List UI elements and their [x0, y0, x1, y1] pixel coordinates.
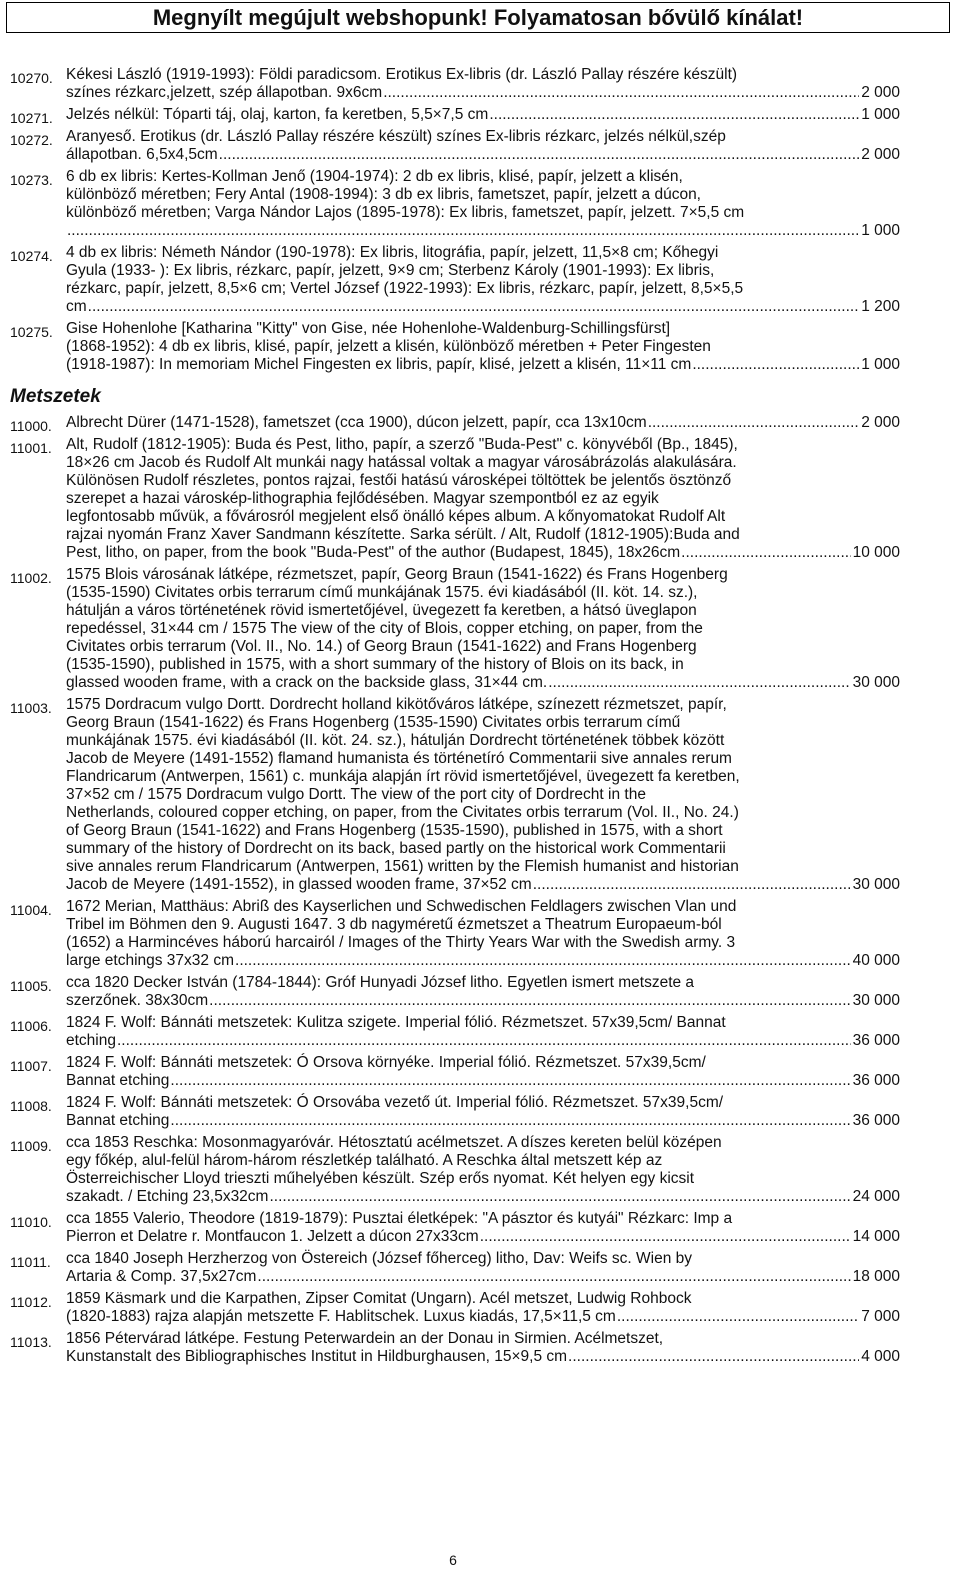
entry-number: 11010. — [10, 1214, 52, 1230]
catalog-entry — [10, 1250, 900, 1286]
entry-price-line — [66, 1188, 900, 1206]
entry-line: 4 db ex libris: Németh Nándor (190-1978): Ex libris, litográfia, papír, jelzett, 11,5×8 cm; Kőhegyi — [66, 244, 719, 261]
entry-line: 1859 Käsmark und die Karpathen, Zipser Comitat (Ungarn). Acél metszet, Ludwig Rohbock — [66, 1290, 692, 1307]
entry-description — [66, 1290, 900, 1326]
catalog-entry — [10, 1134, 900, 1206]
entry-line: Netherlands, coloured copper etching, on paper, from the Civitates orbis terrarum (Vol. II., No. 24.) — [66, 804, 739, 821]
entry-price: 24 000 — [852, 1188, 900, 1205]
entry-last-text: szerzőnek. 38x30cm — [66, 992, 209, 1009]
entry-line: 1575 Blois városának látképe, rézmetszet, papír, Georg Braun (1541-1622) és Frans Hogenberg — [66, 566, 728, 583]
dot-leader — [269, 1188, 850, 1206]
entry-price-line — [66, 1072, 900, 1090]
entry-price-line — [66, 146, 900, 164]
entry-last-text: Bannat etching — [66, 1072, 170, 1089]
entry-line: cca 1840 Joseph Herzherzog von Östereich (József főherceg) litho, Dav: Weifs sc. Wien by — [66, 1250, 693, 1267]
entry-price-line — [66, 1032, 900, 1050]
page-number: 6 — [449, 1552, 457, 1568]
entry-price-line — [66, 298, 900, 316]
dot-leader — [568, 1348, 859, 1366]
entry-price-line — [66, 1268, 900, 1286]
entry-line: legfontosabb művük, a fővárosról megjelent első önálló képes album. A kőnyomatokat Rudolf Alt — [66, 508, 726, 525]
entry-line: Georg Braun (1541-1622) és Frans Hogenberg (1535-1590) Civitates orbis terrarum című — [66, 714, 681, 731]
entry-price: 4 000 — [861, 1348, 900, 1365]
dot-leader — [170, 1112, 850, 1130]
section-title: Metszetek — [10, 386, 101, 407]
entry-line: repedéssel, 31×44 cm / 1575 The view of the city of Blois, copper etching, on paper, from the — [66, 620, 703, 637]
entry-number: 11003. — [10, 700, 52, 716]
entry-price: 36 000 — [852, 1072, 900, 1089]
entry-price-line — [66, 84, 900, 102]
entry-line: 1575 Dordracum vulgo Dortt. Dordrecht holland kikötőváros látképe, színezett rézmetszet, papír, — [66, 696, 727, 713]
entry-description — [66, 1014, 900, 1050]
entry-line: különböző méretben; Varga Nándor Lajos (1895-1978): Ex libris, fametszet, papír, jelzett. 7×5,5 cm — [66, 204, 745, 221]
entry-last-text: Jacob de Meyere (1491-1552), in glassed wooden frame, 37×52 cm — [66, 876, 532, 893]
entry-line: rajzai nyomán Franz Xaver Sandmann készítette. Sarka sérült. / Alt, Rudolf (1812-1905):Buda and — [66, 526, 740, 543]
dot-leader — [117, 1032, 851, 1050]
entry-price-line — [66, 1308, 900, 1326]
entry-price-line — [66, 876, 900, 894]
entry-line: Jacob de Meyere (1491-1552) flamand humanista és történetíró Commentarii sive annales rerum — [66, 750, 732, 767]
dot-leader — [480, 1228, 851, 1246]
entry-number: 10274. — [10, 248, 53, 264]
entry-number: 11009. — [10, 1138, 52, 1154]
entry-line: Civitates orbis terrarum (Vol. II., No. 14.) of Georg Braun (1541-1622) and Frans Hogenberg — [66, 638, 697, 655]
entry-line: summary of the history of Dordrecht on its back, based partly on the historical work Commentarii — [66, 840, 726, 857]
entry-price-line — [66, 544, 900, 562]
entry-line: 18×26 cm Jacob és Rudolf Alt munkái nagy hatással voltak a magyar városábrázolás alakulására. — [66, 454, 737, 471]
entry-last-text: cm — [66, 298, 87, 315]
entry-line: 6 db ex libris: Kertes-Kollman Jenő (1904-1974): 2 db ex libris, klisé, papír, jelzett a klisén, — [66, 168, 683, 185]
entry-price-line — [66, 106, 900, 124]
entry-number: 11004. — [10, 902, 52, 918]
entry-line: 1824 F. Wolf: Bánnáti metszetek: Kulitza szigete. Imperial fólió. Rézmetszet. 57x39,5cm/ Bannat — [66, 1014, 726, 1031]
dot-leader — [681, 544, 850, 562]
page-banner: Megnyílt megújult webshopunk! Folyamatosan bővülő kínálat! — [6, 2, 950, 33]
dot-leader — [257, 1268, 850, 1286]
entry-description — [66, 1250, 900, 1286]
entry-number: 11008. — [10, 1098, 52, 1114]
entry-last-text: etching — [66, 1032, 116, 1049]
catalog-entry — [10, 66, 900, 102]
entry-line: Gyula (1933- ): Ex libris, rézkarc, papír, jelzett, 9×9 cm; Sterbenz Károly (1901-1993): Ex libris, — [66, 262, 715, 279]
catalog-entry — [10, 1290, 900, 1326]
catalog-entry — [10, 436, 900, 562]
entry-line: cca 1855 Valerio, Theodore (1819-1879): Pusztai életképek: "A pásztor és kutyái" Rézkarc: Imp a — [66, 1210, 733, 1227]
entry-line: Kékesi László (1919-1993): Földi paradicsom. Erotikus Ex-libris (dr. László Pallay részére készült) — [66, 66, 738, 83]
catalog-entry — [10, 1054, 900, 1090]
entry-line: (1652) a Harmincéves háború harcairól / Images of the Thirty Years War with the Swedish army. 3 — [66, 934, 736, 951]
entry-price: 30 000 — [852, 674, 900, 691]
entry-price: 2 000 — [861, 84, 900, 101]
entry-last-text: színes rézkarc,jelzett, szép állapotban. 9x6cm — [66, 84, 383, 101]
entry-line: egy főkép, alul-felül három-három részletkép található. A Reschka által metszett kép az — [66, 1152, 663, 1169]
entry-last-text: Jelzés nélkül: Tóparti táj, olaj, karton, fa keretben, 5,5×7,5 cm — [66, 106, 489, 123]
entry-number: 11007. — [10, 1058, 52, 1074]
entry-last-text: Pest, litho, on paper, from the book "Buda-Pest" of the author (Budapest, 1845), 18x26cm — [66, 544, 681, 561]
entry-price-line — [66, 414, 900, 432]
entry-price: 2 000 — [861, 146, 900, 163]
dot-leader — [209, 992, 850, 1010]
entry-line: cca 1853 Reschka: Mosonmagyaróvár. Hétosztatú acélmetszet. A díszes kereten belül középen — [66, 1134, 722, 1151]
catalog-entry — [10, 1210, 900, 1246]
entry-number: 11005. — [10, 978, 52, 994]
dot-leader — [489, 106, 859, 124]
entry-last-text: Kunstanstalt des Bibliographisches Institut in Hildburghausen, 15×9,5 cm — [66, 1348, 568, 1365]
entry-description — [66, 414, 900, 432]
entry-number: 10270. — [10, 70, 53, 86]
entry-description — [66, 566, 900, 692]
entry-number: 11002. — [10, 570, 52, 586]
entry-line: 37×52 cm / 1575 Dordracum vulgo Dortt. The view of the port city of Dordrecht in the — [66, 786, 646, 803]
dot-leader — [88, 298, 860, 316]
entry-line: 1856 Pétervárad látképe. Festung Peterwardein an der Donau in Sirmien. Acélmetszet, — [66, 1330, 664, 1347]
entry-description — [66, 128, 900, 164]
entry-price: 30 000 — [852, 876, 900, 893]
dot-leader — [548, 674, 850, 692]
entry-last-text: szakadt. / Etching 23,5x32cm — [66, 1188, 269, 1205]
dot-leader — [235, 952, 851, 970]
entry-price: 18 000 — [852, 1268, 900, 1285]
catalog-entry — [10, 414, 900, 432]
catalog-entry — [10, 1094, 900, 1130]
entry-description — [66, 696, 900, 894]
catalog-entry — [10, 566, 900, 692]
entry-last-text: Bannat etching — [66, 1112, 170, 1129]
entry-line: Flandricarum (Antwerpen, 1561) c. munkája alapján írt rövid ismertetőjével, üvegezett fa keretben, — [66, 768, 740, 785]
entry-description — [66, 244, 900, 316]
entry-description — [66, 1330, 900, 1366]
entry-description — [66, 1210, 900, 1246]
entry-price: 30 000 — [852, 992, 900, 1009]
dot-leader — [67, 222, 859, 240]
entry-description — [66, 1094, 900, 1130]
entry-line: rézkarc, papír, jelzett, 8,5×6 cm; Vertel József (1922-1993): Ex libris, rézkarc, papír, jelzett, 8,5×5,5 — [66, 280, 744, 297]
entry-line: szerepet a hazai városkép-lithographia fejlődésében. Magyar szempontból ez az egyik — [66, 490, 659, 507]
catalog-entry — [10, 1330, 900, 1366]
entry-price-line — [66, 222, 900, 240]
entry-price: 1 000 — [861, 222, 900, 239]
engravings-list — [10, 414, 900, 1366]
ex-libris-list — [10, 66, 900, 374]
catalog-entry — [10, 320, 900, 374]
entry-last-text: (1918-1987): In memoriam Michel Fingesten ex libris, papír, klisé, jelzett a klisén, 11×11 cm — [66, 356, 692, 373]
catalog-page — [10, 66, 900, 1370]
entry-price: 1 200 — [861, 298, 900, 315]
dot-leader — [533, 876, 851, 894]
entry-line: különböző méretben; Fery Antal (1908-1994): 3 db ex libris, fametszet, papír, jelzett a dúcon, — [66, 186, 701, 203]
entry-line: 1824 F. Wolf: Bánnáti metszetek: Ó Orsova környéke. Imperial fólió. Rézmetszet. 57x39,5cm/ — [66, 1054, 706, 1071]
catalog-entry — [10, 106, 900, 124]
entry-price: 14 000 — [852, 1228, 900, 1245]
dot-leader — [692, 356, 859, 374]
entry-number: 11006. — [10, 1018, 52, 1034]
entry-line: (1535-1590) Civitates orbis terrarum című munkájának 1575. évi kiadásából (II. köt. 14. sz.), — [66, 584, 698, 601]
entry-last-text: állapotban. 6,5x4,5cm — [66, 146, 218, 163]
entry-line: Különösen Rudolf részletes, pontos rajzai, festői hatású városképei töltöttek be jelentős ösztönző — [66, 472, 732, 489]
entry-last-text: large etchings 37x32 cm — [66, 952, 235, 969]
entry-description — [66, 320, 900, 374]
entry-line: munkájának 1575. évi kiadásából (II. köt. 24. sz.), hátulján Dordrecht történetének többek között — [66, 732, 725, 749]
catalog-entry — [10, 128, 900, 164]
entry-price: 2 000 — [861, 414, 900, 431]
entry-price: 40 000 — [852, 952, 900, 969]
entry-number: 10271. — [10, 110, 53, 126]
dot-leader — [648, 414, 860, 432]
entry-number: 10272. — [10, 132, 53, 148]
entry-price-line — [66, 356, 900, 374]
dot-leader — [170, 1072, 850, 1090]
entry-price: 1 000 — [861, 356, 900, 373]
entry-description — [66, 1054, 900, 1090]
entry-price-line — [66, 1348, 900, 1366]
entry-line: 1672 Merian, Matthäus: Abriß des Kayserlichen und Schwedischen Feldlagers zwischen Vlan und — [66, 898, 737, 915]
entry-number: 10273. — [10, 172, 53, 188]
catalog-entry — [10, 974, 900, 1010]
entry-price: 7 000 — [861, 1308, 900, 1325]
entry-last-text: Artaria & Comp. 37,5x27cm — [66, 1268, 257, 1285]
entry-description — [66, 168, 900, 240]
catalog-entry — [10, 696, 900, 894]
entry-line: (1868-1952): 4 db ex libris, klisé, papír, jelzett a klisén, különböző méretben + Peter Fingesten — [66, 338, 711, 355]
entry-number: 11013. — [10, 1334, 52, 1350]
catalog-entry — [10, 244, 900, 316]
entry-line: Gise Hohenlohe [Katharina "Kitty" von Gise, née Hohenlohe-Waldenburg-Schillingsfürst] — [66, 320, 671, 337]
entry-line: Alt, Rudolf (1812-1905): Buda és Pest, litho, papír, a szerző "Buda-Pest" c. könyvéből (Bp., 1845), — [66, 436, 738, 453]
catalog-entry — [10, 898, 900, 970]
entry-line: Österreichischer Lloyd trieszti műhelyében készült. Szép erős nyomat. Két helyen egy kicsit — [66, 1170, 695, 1187]
entry-line: (1535-1590), published in 1575, with a short summary of the history of Blois on its back, in — [66, 656, 684, 673]
dot-leader — [617, 1308, 859, 1326]
entry-line: Aranyeső. Erotikus (dr. László Pallay részére készült) színes Ex-libris rézkarc, jelzés nélkül,szép — [66, 128, 726, 145]
entry-description — [66, 436, 900, 562]
entry-price-line — [66, 1112, 900, 1130]
entry-line: sive annales rerum Flandricarum (Antwerpen, 1561) written by the Flemish humanist and historian — [66, 858, 739, 875]
entry-number: 11001. — [10, 440, 52, 456]
entry-description — [66, 66, 900, 102]
dot-leader — [219, 146, 860, 164]
catalog-entry — [10, 1014, 900, 1050]
entry-last-text: Albrecht Dürer (1471-1528), fametszet (cca 1900), dúcon jelzett, papír, cca 13x10cm — [66, 414, 647, 431]
entry-price-line — [66, 952, 900, 970]
entry-number: 11000. — [10, 418, 52, 434]
entry-line: Tribel im Böhmen den 9. Augusti 1647. 3 db nagyméretű ézmetszet a Theatrum Europaeum-ból — [66, 916, 722, 933]
entry-price: 36 000 — [852, 1032, 900, 1049]
entry-line: hátulján a város történetének rövid ismertetőjével, üvegezett fa keretben, a hátsó üveglapon — [66, 602, 697, 619]
entry-price-line — [66, 992, 900, 1010]
entry-price: 10 000 — [852, 544, 900, 561]
entry-price-line — [66, 674, 900, 692]
entry-number: 11011. — [10, 1254, 51, 1270]
entry-last-text: Pierron et Delatre r. Montfaucon 1. Jelzett a dúcon 27x33cm — [66, 1228, 479, 1245]
entry-price: 36 000 — [852, 1112, 900, 1129]
entry-last-text: glassed wooden frame, with a crack on the backside glass, 31×44 cm. — [66, 674, 548, 691]
entry-number: 11012. — [10, 1294, 52, 1310]
entry-description — [66, 106, 900, 124]
entry-price: 1 000 — [861, 106, 900, 123]
entry-description — [66, 974, 900, 1010]
entry-line: cca 1820 Decker István (1784-1844): Gróf Hunyadi József litho. Egyetlen ismert metszete a — [66, 974, 695, 991]
entry-number: 10275. — [10, 324, 53, 340]
entry-line: of Georg Braun (1541-1622) and Frans Hogenberg (1535-1590), published in 1575, with a short — [66, 822, 723, 839]
entry-description — [66, 898, 900, 970]
dot-leader — [383, 84, 859, 102]
catalog-entry — [10, 168, 900, 240]
entry-price-line — [66, 1228, 900, 1246]
entry-description — [66, 1134, 900, 1206]
entry-last-text: (1820-1883) rajza alapján metszette F. Hablitschek. Luxus kiadás, 17,5×11,5 cm — [66, 1308, 616, 1325]
entry-line: 1824 F. Wolf: Bánnáti metszetek: Ó Orsovába vezető út. Imperial fólió. Rézmetszet. 57x39,5cm/ — [66, 1094, 724, 1111]
